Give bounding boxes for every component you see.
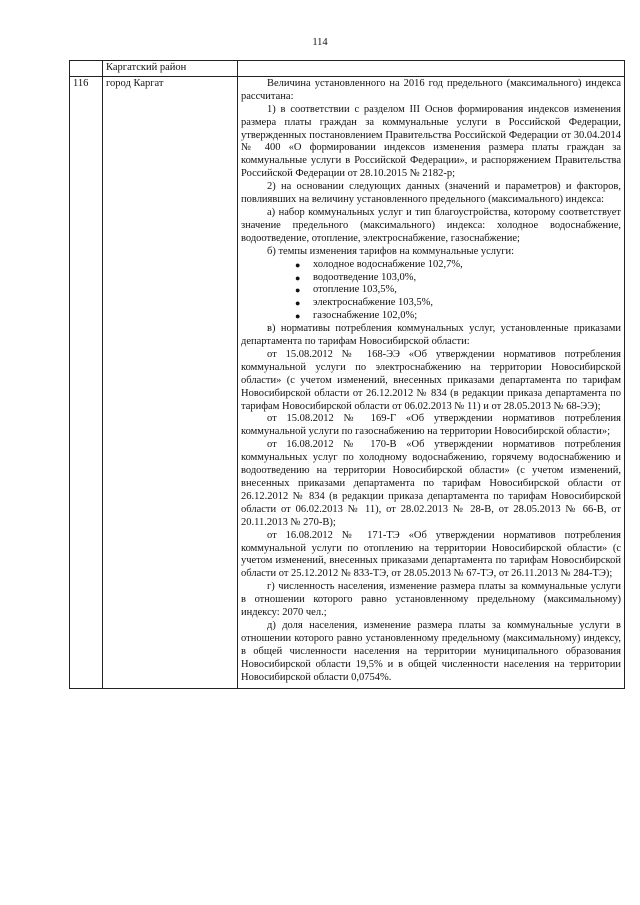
district-row [70,61,625,77]
norm-water: от 16.08.2012 № 170-В «Об утверждении нормативов потребления коммунальных услуг по холодному водоснабжению, горячему водоснабжению и водоотведению на территории Новосибирской области» (с учетом изменений, внесенных приказами департамента по тарифам Новосибирской области от 26.12.2012 № 834 (в редакции приказа департамента по тарифам Новосибирской области от 06.02.2013 № 11), от 28.02.2013 № 28-В, от 28.05.2013 № 66-В, от 20.11.2013 № 270-В); [241,439,621,528]
list-item [295,297,621,310]
tariff-rate: водоотведение 103,0%, [313,271,417,283]
index-table [69,60,625,689]
bullet-dot-icon: ● [295,259,301,270]
list-item [295,310,621,323]
tariff-rates-list [241,259,621,324]
bullet-dot-icon: ● [295,272,301,283]
basis-paragraph-2: 2) на основании следующих данных (значений и параметров) и факторов, повлиявших на величину установленного предельного (максимального) индекса: [241,181,621,206]
population-share-paragraph: д) доля населения, изменение размера платы за коммунальные услуги в отношении которого равно установленному предельному (максимальному) индексу, в общей численности населения на территории муниципального образования Новосибирской области 19,5% и в общей численности населения на территории Новосибирской области 0,0754%. [241,619,621,683]
bullet-dot-icon: ● [295,311,301,322]
list-item [295,259,621,272]
norm-heating: от 16.08.2012 № 171-ТЭ «Об утверждении нормативов потребления коммунальной услуги по отоплению на территории Новосибирской области» (с учетом изменений, внесенных приказами департамента по тарифам Новосибирской области от 25.12.2012 № 833-ТЭ, от 28.05.2013 № 67-ТЭ, от 26.11.2013 № 284-ТЭ); [241,529,621,580]
tariff-rate: газоснабжение 102,0%; [313,310,418,322]
intro-paragraph: Величина установленного на 2016 год предельного (максимального) индекса рассчитана: [241,77,621,102]
tariff-rates-heading: б) темпы изменения тарифов на коммунальные услуги: [267,245,515,257]
norm-electricity: от 15.08.2012 № 168-ЭЭ «Об утверждении нормативов потребления коммунальной услуги по электроснабжению на территории Новосибирской области» (с учетом изменений, внесенных приказами департамента по тарифам Новосибирской области от 26.12.2012 № 834 (в редакции приказа департамента по тарифам Новосибирской области от 06.02.2013 № 11) и от 28.05.2013 № 68-ЭЭ); [241,348,621,412]
basis-paragraph-1: 1) в соответствии с разделом III Основ формирования индексов изменения размера платы граждан за коммунальные услуги в Российской Федерации, утвержденных постановлением Правительства Российской Федерации от 30.04.2014 № 400 «О формировании индексов изменения размера платы граждан за коммунальные услуги в Российской Федерации», и распоряжением Правительства Российской Федерации от 28.10.2015 № 2182-р; [241,103,621,180]
norm-gas: от 15.08.2012 № 169-Г «Об утверждении нормативов потребления коммунальной услуги по газоснабжению на территории Новосибирской области»; [241,413,621,438]
bullet-dot-icon: ● [295,298,301,309]
list-item [295,272,621,285]
district-name: Каргатский район [103,61,238,77]
tariff-rate: электроснабжение 103,5%, [313,297,433,309]
index-description [238,76,625,688]
settlement-name: город Каргат [103,76,238,688]
tariff-rate: отопление 103,5%, [313,284,397,296]
list-item [295,284,621,297]
tariff-rate: холодное водоснабжение 102,7%, [313,258,463,270]
bullet-dot-icon: ● [295,285,301,296]
services-set-paragraph: а) набор коммунальных услуг и тип благоустройства, которому соответствует значение предельного (максимального) индекса: холодное водоснабжение, водоотведение, отопление, электроснабжение, газоснабжение; [241,206,621,244]
page-number: 114 [312,37,328,48]
row-number: 116 [70,76,103,688]
population-paragraph: г) численность населения, изменение размера платы за коммунальные услуги в отношении которого равно установленному предельному (максимальному) индексу: 2070 чел.; [241,581,621,619]
district-number-cell [70,61,103,77]
settlement-row [70,76,625,688]
district-content-cell [238,61,625,77]
norms-heading: в) нормативы потребления коммунальных услуг, установленные приказами департамента по тарифам Новосибирской области: [241,323,621,348]
